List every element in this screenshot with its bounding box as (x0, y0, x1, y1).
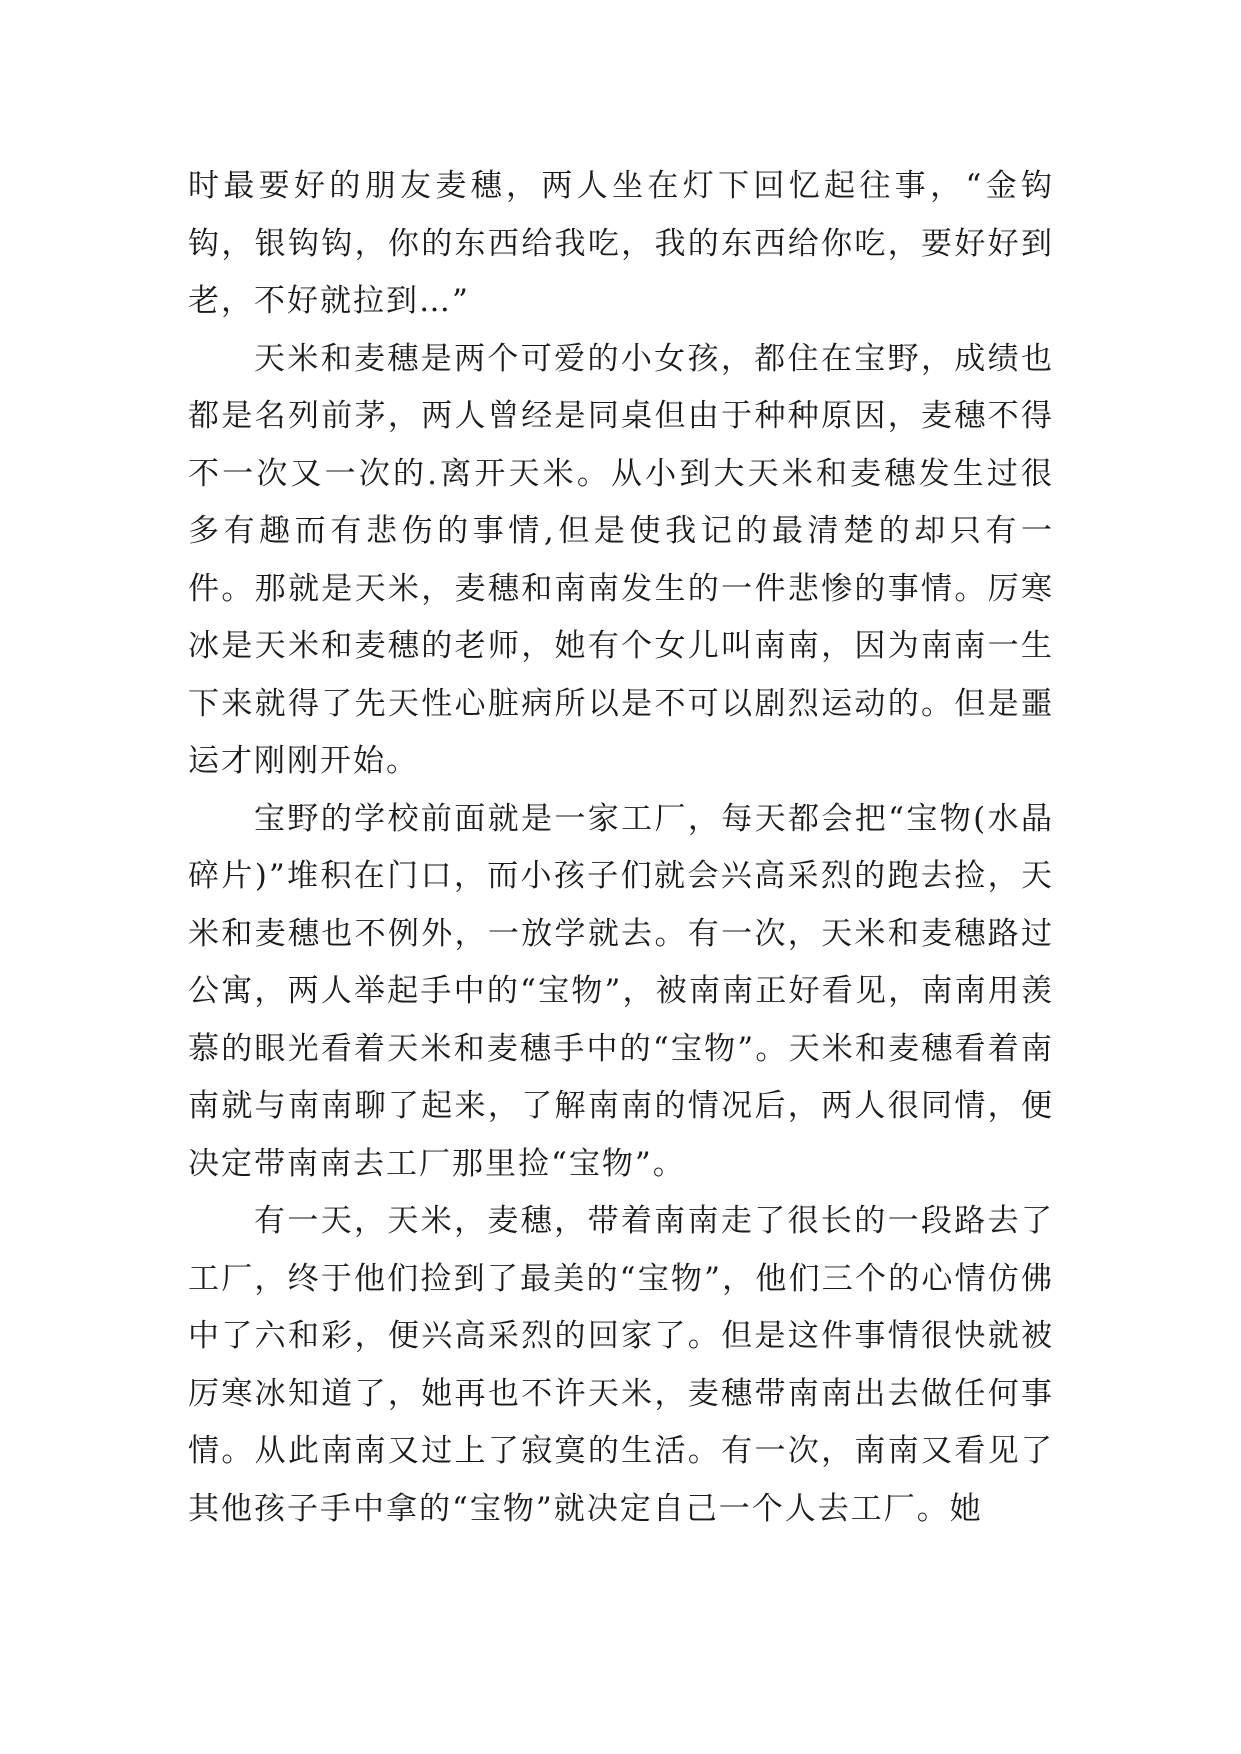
paragraph-continued: 时最要好的朋友麦穗，两人坐在灯下回忆起往事，“金钩钩，银钩钩，你的东西给我吃，我的东西给你吃，要好好到老，不好就拉到…” (188, 168, 1054, 319)
article-body (188, 158, 1054, 1538)
paragraph: 天米和麦穗是两个可爱的小女孩，都住在宝野，成绩也都是名列前茅，两人曾经是同桌但由于种种原因，麦穗不得不一次又一次的.离开天米。从小到大天米和麦穗发生过很多有趣而有悲伤的事情,但是使我记的最清楚的却只有一件。那就是天米，麦穗和南南发生的一件悲惨的事情。厉寒冰是天米和麦穗的老师，她有个女儿叫南南，因为南南一生下来就得了先天性心脏病所以是不可以剧烈运动的。但是噩运才刚刚开始。 (188, 340, 1054, 779)
paragraph: 宝野的学校前面就是一家工厂，每天都会把“宝物(水晶碎片)”堆积在门口，而小孩子们就会兴高采烈的跑去捡，天米和麦穗也不例外，一放学就去。有一次，天米和麦穗路过公寓，两人举起手中的“宝物”，被南南正好看见，南南用羡慕的眼光看着天米和麦穗手中的“宝物”。天米和麦穗看着南南就与南南聊了起来，了解南南的情况后，两人很同情，便决定带南南去工厂那里捡“宝物”。 (188, 800, 1054, 1182)
paragraph: 有一天，天米，麦穗，带着南南走了很长的一段路去了工厂，终于他们捡到了最美的“宝物”，他们三个的心情仿佛中了六和彩，便兴高采烈的回家了。但是这件事情很快就被厉寒冰知道了，她再也不许天米，麦穗带南南出去做任何事情。从此南南又过上了寂寞的生活。有一次，南南又看见了其他孩子手中拿的“宝物”就决定自己一个人去工厂。她 (188, 1203, 1054, 1527)
